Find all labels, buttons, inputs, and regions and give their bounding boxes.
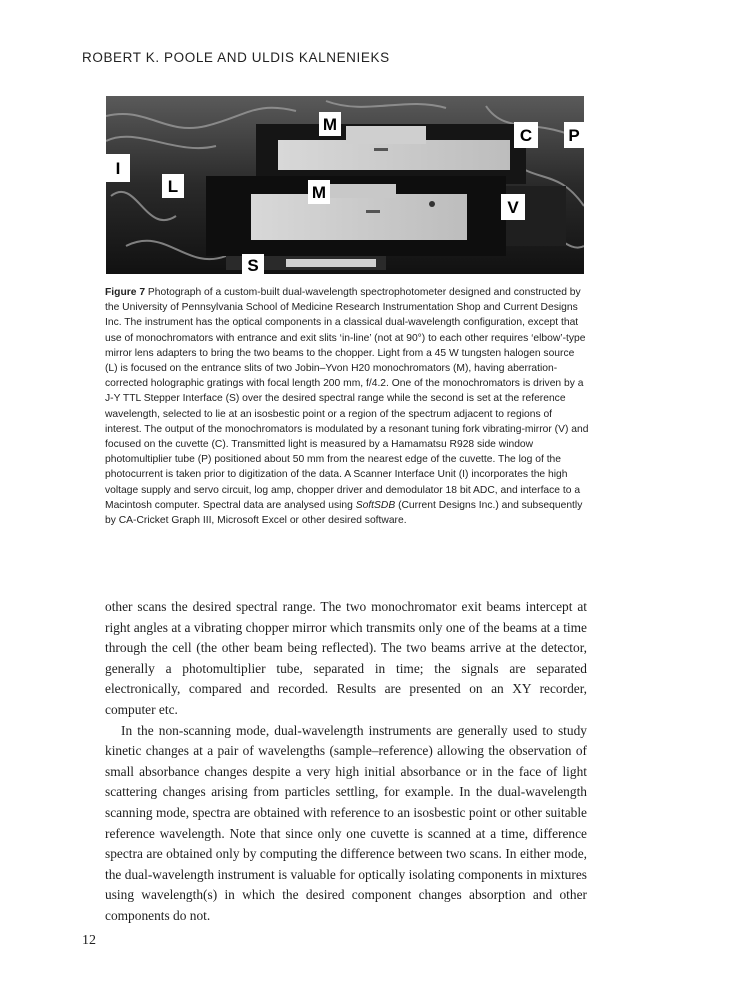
label-l xyxy=(162,174,184,198)
lower-monochromator xyxy=(251,194,467,240)
svg-text:S: S xyxy=(247,256,259,274)
paragraph-1: other scans the desired spectral range. The two monochromator exit beams intercept at right angles at a vibrating chopper mirror which transmits only one of the beams at a time through the cell (the other beam being reflected). The two beams arrive at the detector, generally a photomultiplier tube, separated in time; the signals are separated electronically, compared and recorded. Results are presented on an XY recorder, computer etc. xyxy=(105,599,587,717)
figure-label: Figure 7 xyxy=(105,287,146,298)
label-m-mid xyxy=(308,180,330,204)
svg-text:V: V xyxy=(507,198,519,217)
label-i xyxy=(106,154,130,182)
page-number: 12 xyxy=(82,933,96,948)
label-s xyxy=(242,254,264,274)
running-head: ROBERT K. POOLE AND ULDIS KALNENIEKS xyxy=(82,50,390,65)
svg-text:C: C xyxy=(519,126,533,145)
figure-caption xyxy=(105,285,589,528)
svg-text:L: L xyxy=(167,177,179,196)
body-text xyxy=(105,597,587,927)
label-m-top xyxy=(319,112,341,136)
label-c xyxy=(514,122,538,148)
svg-text:M: M xyxy=(322,115,338,134)
spectrophotometer-photo xyxy=(106,96,584,274)
svg-text:P: P xyxy=(568,126,580,145)
upper-monochromator xyxy=(278,140,510,170)
svg-text:M: M xyxy=(311,183,327,202)
svg-text:I: I xyxy=(115,159,121,178)
caption-text-b: (Current Designs Inc.) and subsequently by CA-Cricket Graph III, Microsoft Excel or other desired software. xyxy=(105,499,583,527)
paragraph-2: In the non-scanning mode, dual-wavelength instruments are generally used to study kinetic changes at a pair of wavelengths (sample–reference) allowing the observation of small absorbance changes despite a very high initial absorbance or in the face of light scattering changes arising from particles settling, for example. In the dual-wavelength scanning mode, spectra are obtained with reference to an isosbestic point or other suitable reference wavelength. Note that since only one cuvette is scanned at a time, difference spectra are obtained only by computing the difference between two scans. In either mode, the dual-wavelength instrument is valuable for optically isolating components in mixtures using wavelength(s) in which the desired component changes absorption and other components do not. xyxy=(105,722,587,923)
figure-photograph xyxy=(106,96,584,274)
label-v xyxy=(501,194,525,220)
caption-software: SoftSDB xyxy=(355,499,396,511)
caption-text-a: Photograph of a custom-built dual-wavelength spectrophotometer designed and constructed by the University of Pennsylvania School of Medicine Research Instrumentation Shop and Current Designs Inc. The instrument has the optical components in a classical dual-wavelength configuration, except that use of monochromators with entrance and exit slits ‘in-line’ (not at 90°) to each other requires ‘elbow’-type mirror lens adapters to bring the two beams to the chopper. Light from a 45 W tungsten halogen source (L) is focused on the entrance slits of two Jobin–Yvon H20 monochromators (M), having aberration-corrected holographic gratings with focal length 200 mm, f/4.2. One of the monochromators is driven by a J-Y TTL Stepper Interface (S) over the desired spectral range while the second is set at the reference wavelength, selected to lie at an isosbestic point or a region of the spectrum adjacent to regions of interest. The output of the monochromators is modulated by a resonant tuning fork vibrating-mirror (V) and focused on the cuvette (C). Transmitted light is measured by a Hamamatsu R928 side window photomultiplier tube (P) positioned about 50 mm from the nearest edge of the cuvette. The log of the photocurrent is taken prior to digitization of the data. A Scanner Interface Unit (I) incorporates the high voltage supply and servo circuit, log amp, chopper driver and demodulator 18 bit ADC, and interface to a Macintosh computer. Spectral data are analysed using xyxy=(105,287,589,511)
label-p xyxy=(564,122,584,148)
